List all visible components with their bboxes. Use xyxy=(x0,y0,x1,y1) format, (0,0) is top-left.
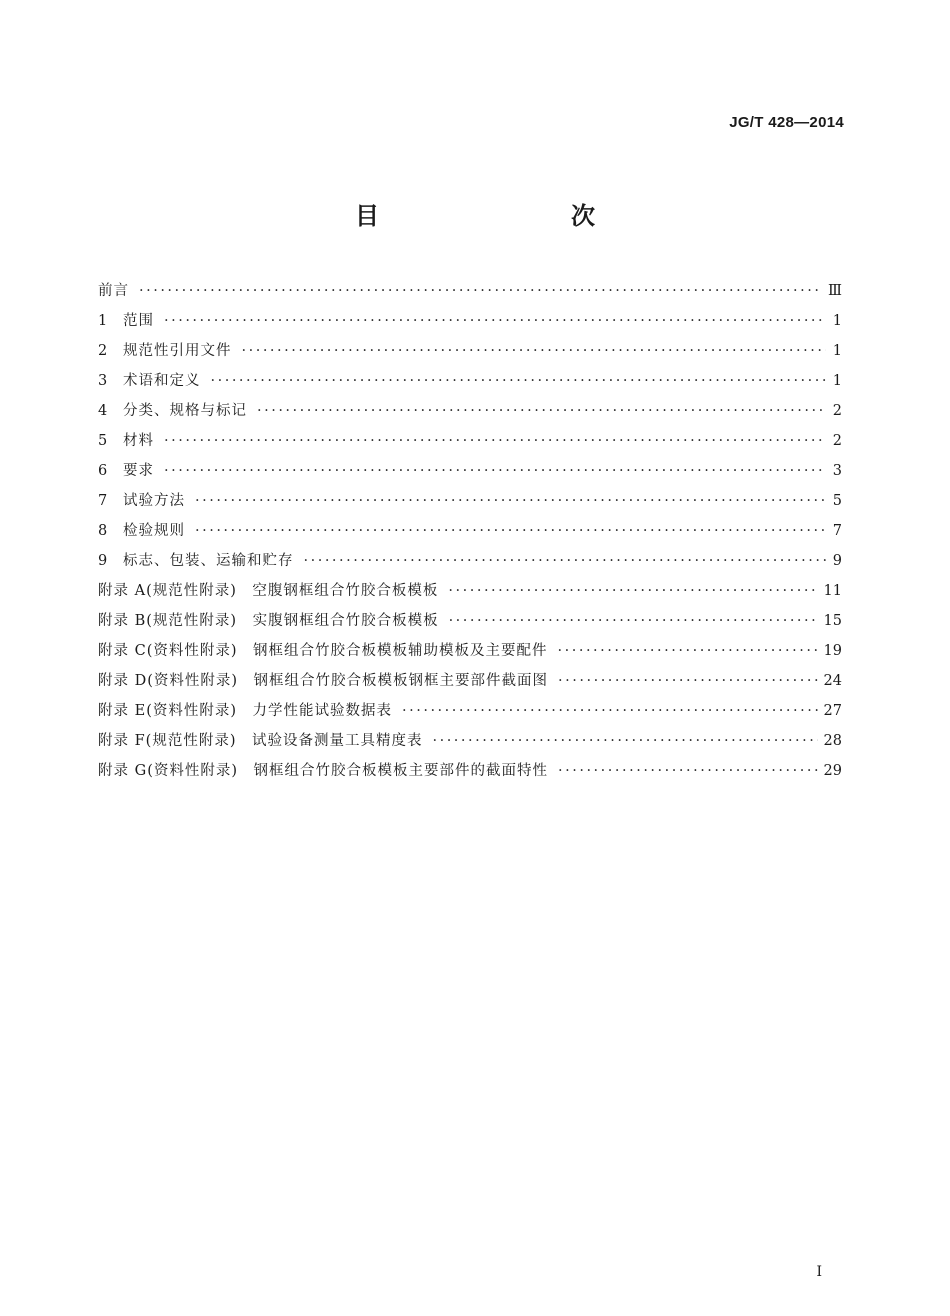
toc-section-number: 9 xyxy=(98,553,108,569)
toc-section-number: 3 xyxy=(98,373,108,389)
toc-section-number: 1 xyxy=(98,313,108,329)
toc-page-number: Ⅲ xyxy=(828,283,842,299)
toc-section-number: 5 xyxy=(98,433,108,449)
toc-section-number: 7 xyxy=(98,493,108,509)
toc-entry-text: 附录 B(规范性附录) 实腹钢框组合竹胶合板模板 xyxy=(98,613,439,629)
standard-code: JG/T 428—2014 xyxy=(729,114,844,131)
page-number: I xyxy=(816,1264,822,1280)
toc-leader xyxy=(449,606,818,636)
toc-entry-5[interactable] xyxy=(98,426,842,456)
toc-entry-text: 附录 D(资料性附录) 钢框组合竹胶合板模板钢框主要部件截面图 xyxy=(98,673,549,689)
toc-entry-appendix-c[interactable] xyxy=(98,636,842,666)
toc-leader xyxy=(432,726,817,756)
toc-page-number: 11 xyxy=(823,583,842,599)
toc-page-number: 28 xyxy=(823,733,842,749)
toc-entry-text: 范围 xyxy=(123,313,154,329)
toc-page-number: 15 xyxy=(823,613,842,629)
toc-entry-appendix-d[interactable] xyxy=(98,666,842,696)
toc-entry-6[interactable] xyxy=(98,456,842,486)
toc-entry-foreword[interactable] xyxy=(98,276,842,306)
toc-entry-3[interactable] xyxy=(98,366,842,396)
toc-entry-text: 检验规则 xyxy=(123,523,185,539)
toc-page-number: 2 xyxy=(832,403,842,419)
toc-entry-8[interactable] xyxy=(98,516,842,546)
toc-entry-text: 分类、规格与标记 xyxy=(123,403,247,419)
toc-section-number: 8 xyxy=(98,523,108,539)
toc-entry-2[interactable] xyxy=(98,336,842,366)
toc-leader xyxy=(195,486,826,516)
toc-entry-text: 附录 A(规范性附录) 空腹钢框组合竹胶合板模板 xyxy=(98,583,439,599)
table-of-contents xyxy=(98,276,842,786)
toc-page-number: 24 xyxy=(823,673,842,689)
toc-section-number: 2 xyxy=(98,343,108,359)
toc-leader xyxy=(558,756,818,786)
toc-entry-appendix-a[interactable] xyxy=(98,576,842,606)
toc-page-number: 3 xyxy=(832,463,842,479)
page-title: 目 次 xyxy=(355,202,643,230)
toc-page-number: 1 xyxy=(832,373,842,389)
toc-page-number: 2 xyxy=(832,433,842,449)
toc-leader xyxy=(402,696,818,726)
toc-entry-text: 前言 xyxy=(98,283,129,299)
toc-entry-text: 标志、包装、运输和贮存 xyxy=(123,553,294,569)
toc-entry-4[interactable] xyxy=(98,396,842,426)
toc-entry-1[interactable] xyxy=(98,306,842,336)
toc-leader xyxy=(257,396,826,426)
toc-entry-text: 规范性引用文件 xyxy=(123,343,232,359)
toc-entry-text: 试验方法 xyxy=(123,493,185,509)
toc-leader xyxy=(448,576,817,606)
toc-leader xyxy=(558,666,818,696)
toc-entry-9[interactable] xyxy=(98,546,842,576)
toc-page-number: 1 xyxy=(832,313,842,329)
toc-page-number: 7 xyxy=(832,523,842,539)
toc-entry-appendix-b[interactable] xyxy=(98,606,842,636)
toc-page-number: 1 xyxy=(832,343,842,359)
toc-leader xyxy=(304,546,827,576)
toc-section-number: 6 xyxy=(98,463,108,479)
toc-entry-text: 附录 G(资料性附录) 钢框组合竹胶合板模板主要部件的截面特性 xyxy=(98,763,549,779)
toc-entry-text: 附录 F(规范性附录) 试验设备测量工具精度表 xyxy=(98,733,423,749)
toc-leader xyxy=(211,366,827,396)
toc-entry-text: 附录 E(资料性附录) 力学性能试验数据表 xyxy=(98,703,393,719)
toc-entry-text: 要求 xyxy=(123,463,154,479)
toc-entry-appendix-g[interactable] xyxy=(98,756,842,786)
toc-entry-text: 术语和定义 xyxy=(123,373,201,389)
toc-leader xyxy=(139,276,822,306)
toc-leader xyxy=(242,336,827,366)
toc-entry-text: 材料 xyxy=(123,433,154,449)
toc-leader xyxy=(164,426,826,456)
toc-section-number: 4 xyxy=(98,403,108,419)
toc-entry-text: 附录 C(资料性附录) 钢框组合竹胶合板模板辅助模板及主要配件 xyxy=(98,643,548,659)
toc-page-number: 5 xyxy=(832,493,842,509)
toc-page-number: 29 xyxy=(823,763,842,779)
toc-entry-appendix-f[interactable] xyxy=(98,726,842,756)
toc-leader xyxy=(164,456,826,486)
toc-page-number: 27 xyxy=(823,703,842,719)
toc-leader xyxy=(195,516,826,546)
toc-entry-appendix-e[interactable] xyxy=(98,696,842,726)
toc-page-number: 19 xyxy=(823,643,842,659)
toc-leader xyxy=(558,636,818,666)
toc-leader xyxy=(164,306,826,336)
toc-page-number: 9 xyxy=(832,553,842,569)
toc-entry-7[interactable] xyxy=(98,486,842,516)
